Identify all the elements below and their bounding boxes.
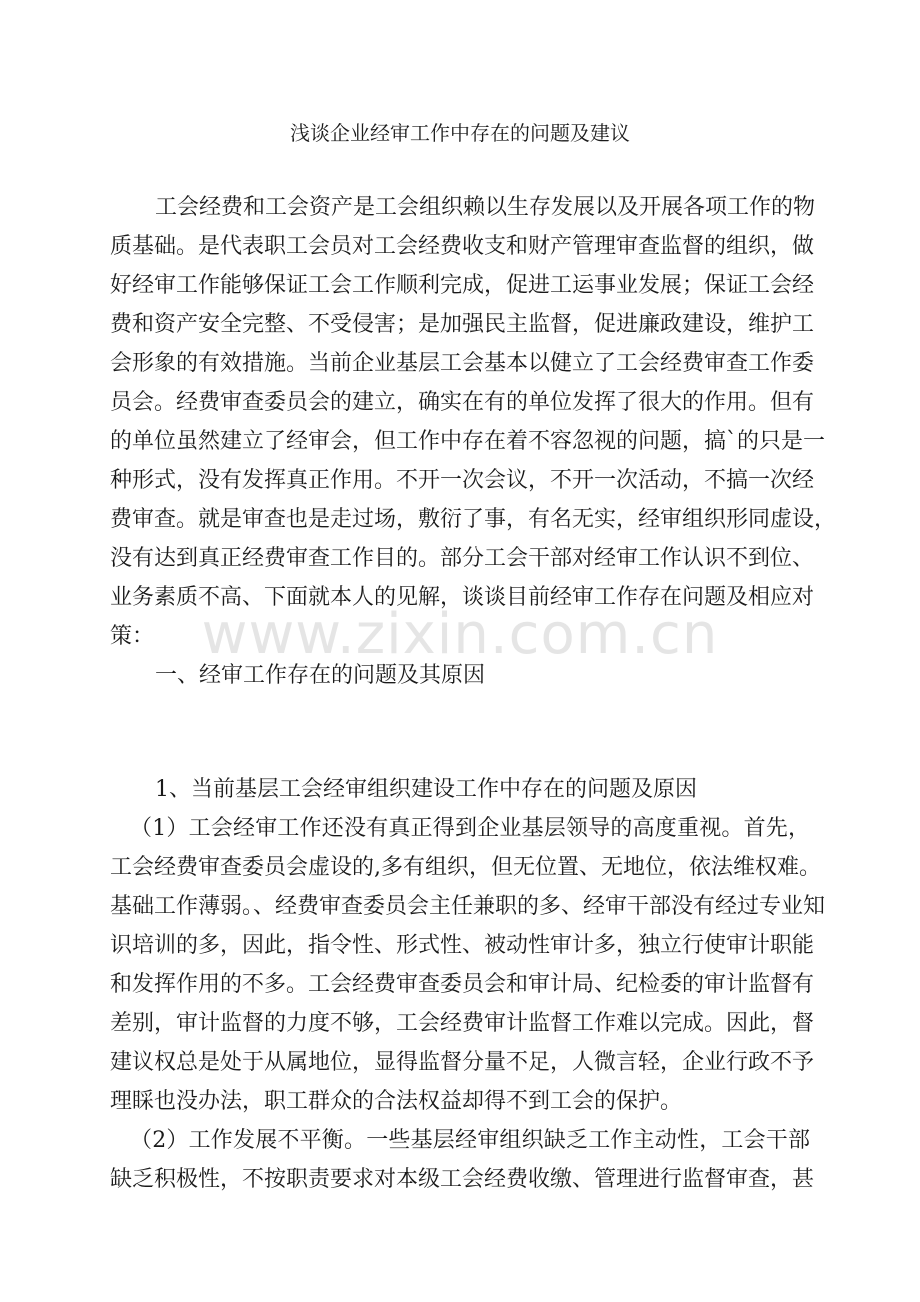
paragraph1-line: 的单位虽然建立了经审会，但工作中存在着不容忽视的问题，搞`的只是一 (110, 429, 826, 454)
paragraph2-line: 识培训的多，因此，指令性、形式性、被动性审计多，独立行使审计职能 (110, 933, 815, 958)
paragraph2-line: 差别，审计监督的力度不够，工会经费审计监督工作难以完成。因此，督 (110, 1011, 815, 1036)
paragraph2-line: 和发挥作用的不多。工会经费审查委员会和审计局、纪检委的审计监督有 (110, 972, 815, 997)
paragraph3-line: （2）工作发展不平衡。一些基层经审组织缺乏工作主动性，工会干部 (130, 1128, 810, 1153)
paragraph1-line: 种形式，没有发挥真正作用。不开一次会议，不开一次活动，不搞一次经 (110, 468, 815, 493)
paragraph1-line: 业务素质不高、下面就本人的见解，谈谈目前经审工作存在问题及相应对 (110, 585, 815, 610)
paragraph2-line: 基础工作薄弱。、经费审查委员会主任兼职的多、经审干部没有经过专业知 (110, 894, 826, 919)
paragraph1-line: 工会经费和工会资产是工会组织赖以生存发展以及开展各项工作的物 (155, 195, 816, 220)
paragraph3-line: 缺乏积极性，不按职责要求对本级工会经费收缴、管理进行监督审查，甚 (110, 1167, 815, 1192)
paragraph1-line: 策： (110, 624, 155, 649)
paragraph1-line: 没有达到真正经费审查工作目的。部分工会干部对经审工作认识不到位、 (110, 546, 815, 571)
paragraph1-line: 质基础。是代表职工会员对工会经费收支和财产管理审查监督的组织，做 (110, 234, 815, 259)
watermark: www.zixin.com.cn (201, 602, 719, 667)
paragraph2-line: 理睬也没办法，职工群众的合法权益却得不到工会的保护。 (110, 1089, 683, 1114)
paragraph2-line: （1）工会经审工作还没有真正得到企业基层领导的高度重视。首先， (130, 816, 810, 841)
paragraph1-line: 费审查。就是审查也是走过场，敷衍了事，有名无实，经审组织形同虚设， (110, 507, 837, 532)
paragraph1-line: 费和资产安全完整、不受侵害；是加强民主监督，促进廉政建设，维护工 (110, 312, 815, 337)
document-title: 浅谈企业经审工作中存在的问题及建议 (290, 121, 630, 145)
paragraph1-line: 好经审工作能够保证工会工作顺利完成，促进工运事业发展；保证工会经 (110, 273, 815, 298)
section-heading: 一、经审工作存在的问题及其原因 (155, 663, 486, 688)
paragraph2-line: 工会经费审查委员会虚设的,多有组织，但无位置、无地位，依法维权难。 (110, 855, 821, 880)
subsection-heading: 1、当前基层工会经审组织建设工作中存在的问题及原因 (155, 777, 697, 802)
paragraph1-line: 会形象的有效措施。当前企业基层工会基本以健立了工会经费审查工作委 (110, 351, 815, 376)
paragraph1-line: 员会。经费审查委员会的建立，确实在有的单位发挥了很大的作用。但有 (110, 390, 815, 415)
paragraph2-line: 建议权总是处于从属地位，显得监督分量不足，人微言轻，企业行政不予 (110, 1050, 815, 1075)
